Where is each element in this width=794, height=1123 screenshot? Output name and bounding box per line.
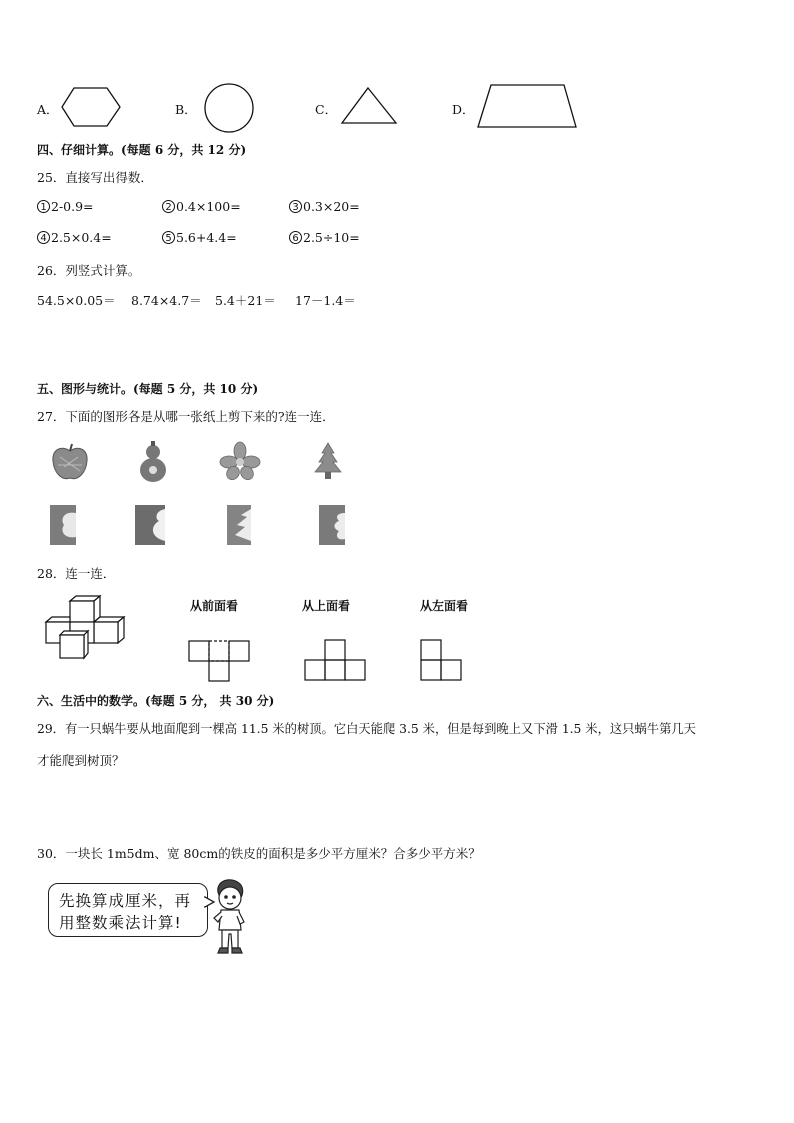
q28-prompt: 28．连一连．: [37, 566, 116, 581]
q25-expression: 2.5÷10=: [303, 230, 360, 245]
q26-prompt: 26．列竖式计算。: [37, 263, 141, 278]
cube-stack-icon: [40, 595, 140, 663]
circled-number: 1: [37, 200, 50, 213]
paper-flower-cut: [317, 503, 347, 547]
hint-line-1: 先换算成厘米，再: [59, 892, 192, 910]
trapezoid-icon: [476, 82, 578, 130]
section-5-heading: 五、图形与统计。(每题 5 分，共 10 分): [37, 382, 259, 396]
q29-line-2: 才能爬到树顶？: [37, 753, 125, 768]
q26-expression-2: 8.74×4.7＝: [131, 293, 202, 308]
hint-speech-bubble: [48, 883, 208, 937]
paper-tree-cut: [225, 503, 253, 547]
q27-prompt: 27．下面的图形各是从哪一张纸上剪下来的?连一连．: [37, 409, 335, 424]
option-c-label: C．: [315, 102, 338, 117]
option-b-label: B．: [175, 102, 197, 117]
q25-item-4: [37, 229, 112, 245]
left-view-grid: [419, 639, 465, 683]
q26-expression-4: 17－1.4＝: [295, 293, 356, 308]
circled-number: 3: [289, 200, 302, 213]
q25-expression: 0.4×100=: [176, 199, 241, 214]
q25-item-6: [289, 229, 360, 245]
q25-expression: 5.6+4.4=: [176, 230, 237, 245]
q25-prompt: 25．直接写出得数．: [37, 170, 153, 185]
front-view-grid: [188, 640, 252, 684]
q25-item-3: [289, 198, 360, 214]
q26-expression-3: 5.4＋21＝: [215, 293, 276, 308]
triangle-icon: [340, 86, 398, 126]
q25-expression: 2-0.9=: [51, 199, 94, 214]
q25-expression: 0.3×20=: [303, 199, 360, 214]
circled-number: 2: [162, 200, 175, 213]
circled-number: 6: [289, 231, 302, 244]
view-label-left: 从左面看: [420, 599, 469, 613]
q29-line-1: 29．有一只蜗牛要从地面爬到一棵高 11.5 米的树顶。它白天能爬 3.5 米，但是每到晚上又下滑 1.5 米，这只蜗牛第几天: [37, 722, 696, 736]
q25-item-5: [162, 229, 237, 245]
view-label-front: 从前面看: [190, 599, 239, 613]
circled-number: 5: [162, 231, 175, 244]
boy-character-icon: [210, 878, 250, 960]
section-6-heading: 六、生活中的数学。(每题 5 分， 共 30 分): [37, 694, 275, 708]
q25-expression: 2.5×0.4=: [51, 230, 112, 245]
paper-gourd-cut: [133, 503, 167, 547]
hint-line-2: 用整数乘法计算!: [59, 914, 182, 932]
gourd-icon: [137, 440, 169, 484]
q25-item-1: [37, 198, 94, 214]
tree-icon: [313, 441, 343, 481]
circle-icon: [203, 82, 255, 134]
top-view-grid: [303, 639, 369, 683]
circled-number: 4: [37, 231, 50, 244]
q30-prompt: 30．一块长 1m5dm、宽 80cm的铁皮的面积是多少平方厘米？合多少平方米？: [37, 846, 481, 861]
paper-apple-cut: [48, 503, 78, 547]
hexagon-icon: [60, 86, 122, 130]
view-label-top: 从上面看: [302, 599, 351, 613]
apple-icon: [50, 443, 90, 483]
flower-icon: [220, 442, 260, 480]
section-4-heading: 四、仔细计算。(每题 6 分，共 12 分): [37, 143, 247, 157]
q25-item-2: [162, 198, 241, 214]
q26-expression-1: 54.5×0.05＝: [37, 293, 116, 308]
option-d-label: D．: [452, 102, 475, 117]
option-a-label: A．: [37, 102, 59, 117]
